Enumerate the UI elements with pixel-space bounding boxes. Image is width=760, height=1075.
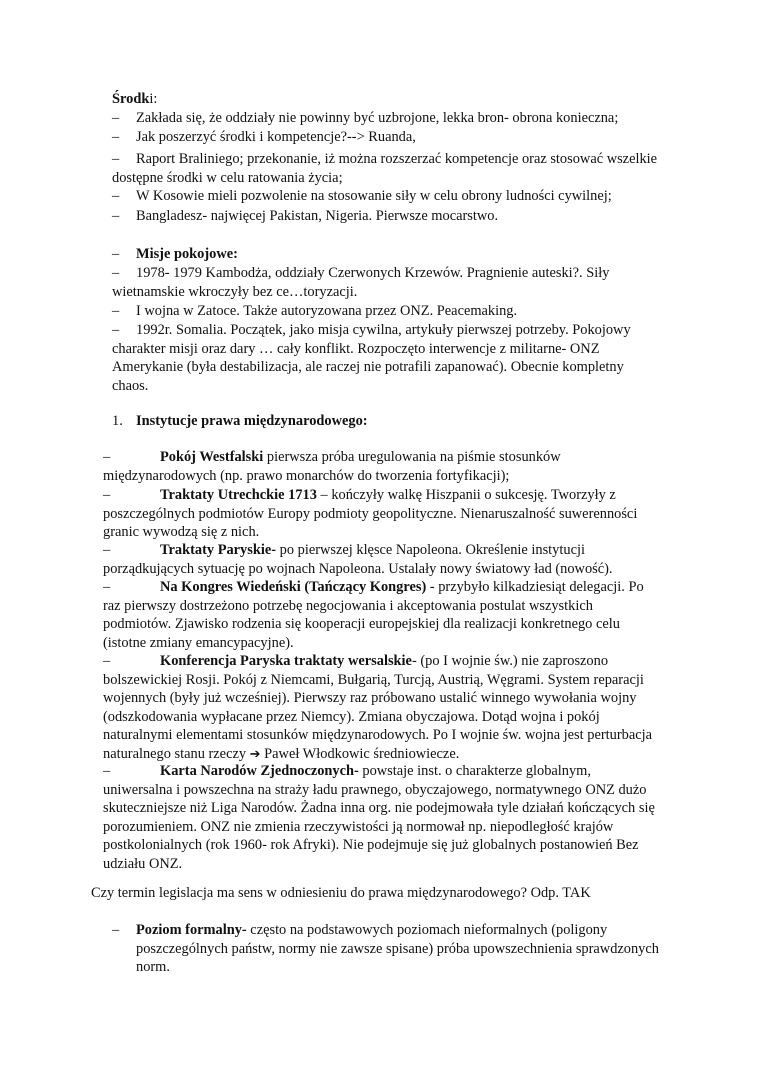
srodki-heading <box>112 90 660 109</box>
misje-item: – 1992r. Somalia. Początek, jako misja cywilna, artykuły pierwszej potrzeby. Pokojowy charakter misji oraz dary … cały konflikt. Rozpoczęto interwencje z militarne- ONZ Amerykanie (była destabilizacja, ale raczej nie potrafili zapanować). Obecnie kompletny chaos. <box>112 322 631 394</box>
srodki-item: – W Kosowie mieli pozwolenie na stosowanie siły w celu obrony ludności cywilnej; <box>112 188 612 204</box>
arrow-right-icon: ➔ <box>249 745 261 761</box>
misje-item: – 1978- 1979 Kambodża, oddziały Czerwonych Krzewów. Pragnienie auteski?. Siły wietnamskie wkroczyły bez ce…toryzacji. <box>112 265 610 300</box>
poziom-formalny-item: – Poziom formalny- często na podstawowych poziomach nieformalnych (poligony poszczególnych państw, normy nie zawsze spisane) próba upowszechnienia sprawdzonych norm. <box>112 922 659 976</box>
srodki-item: – Jak poszerzyć środki i kompetencje?--> Ruanda, <box>112 129 416 145</box>
instytucje-item: – Konferencja Paryska traktaty wersalskie- (po I wojnie św.) nie zaproszono bolszewickiej Rosji. Pokój z Niemcami, Bułgarią, Turcją, Austrią, Węgrami. System reparacji wojennych (były już wcześniej). Pierwszy raz próbowano ustalić winnego wywołania wojny (odszkodowania wypłacane przez Niemcy). Zmiana obyczajowa. Dotąd wojna i pokój naturalnymi elementami stosunków międzynarodowych. Po I wojnie św. wojna jest perturbacja naturalnego stanu rzeczy ➔ Paweł Włodkowic średniowiecze. <box>103 653 652 762</box>
misje-heading: – Misje pokojowe: <box>112 246 238 262</box>
instytucje-item: – Na Kongres Wiedeński (Tańczący Kongres) - przybyło kilkadziesiąt delegacji. Po raz pierwszy dostrzeżono potrzebę negocjowania i akceptowania postulat wszystkich podmiotów. Zjawisko rodzenia się kooperacji europejskiej dla realizacji konkretnego celu (istotne zmiany emancypacyjne). <box>103 579 644 651</box>
misje-item: – I wojna w Zatoce. Także autoryzowana przez ONZ. Peacemaking. <box>112 303 518 319</box>
srodki-item: – Zakłada się, że oddziały nie powinny być uzbrojone, lekka bron- obrona konieczna; <box>112 110 619 126</box>
instytucje-item: – Traktaty Paryskie- po pierwszej klęsce Napoleona. Określenie instytucji porządkujących sytuację po wojnach Napoleona. Ustalały nowy światowy ład (nowość). <box>103 542 613 577</box>
srodki-item: – Raport Braliniego; przekonanie, iż można rozszerzać kompetencje oraz stosować wszelkie dostępne środki w celu ratowania życia; <box>112 151 658 186</box>
instytucje-item: – Traktaty Utrechckie 1713 – kończyły walkę Hiszpanii o sukcesję. Tworzyły z poszczególnych podmiotów Europy podmioty geopolityczne. Nienaruszalność suwerenności granic wywodzą się z nich. <box>103 487 638 541</box>
srodki-heading-bold: Środk <box>112 91 150 107</box>
srodki-heading-rest: i: <box>149 91 158 107</box>
instytucje-item: – Karta Narodów Zjednoczonych- powstaje inst. o charakterze globalnym, uniwersalna i powszechna na straży ładu prawnego, obyczajowego, normatywnego ONZ dużo skuteczniejsze niż Liga Narodów. Żadna inna org. nie podejmowała tyle działań kończących się porozumieniem. ONZ nie zmienia rzeczywistości ją normował np. niepodległość krajów postkolonialnych (rok 1960- rok Afryki). Nie podejmuje się już globalnych postanowień Bez udziału ONZ. <box>103 763 655 872</box>
instytucje-heading: 1. Instytucje prawa międzynarodowego: <box>112 413 368 429</box>
question-line: Czy termin legislacja ma sens w odniesieniu do prawa międzynarodowego? Odp. TAK <box>91 885 591 901</box>
srodki-item: – Bangladesz- najwięcej Pakistan, Nigeria. Pierwsze mocarstwo. <box>112 208 499 224</box>
instytucje-item: – Pokój Westfalski pierwsza próba uregulowania na piśmie stosunków międzynarodowych (np. prawo monarchów do tworzenia fortyfikacji); <box>103 449 561 484</box>
